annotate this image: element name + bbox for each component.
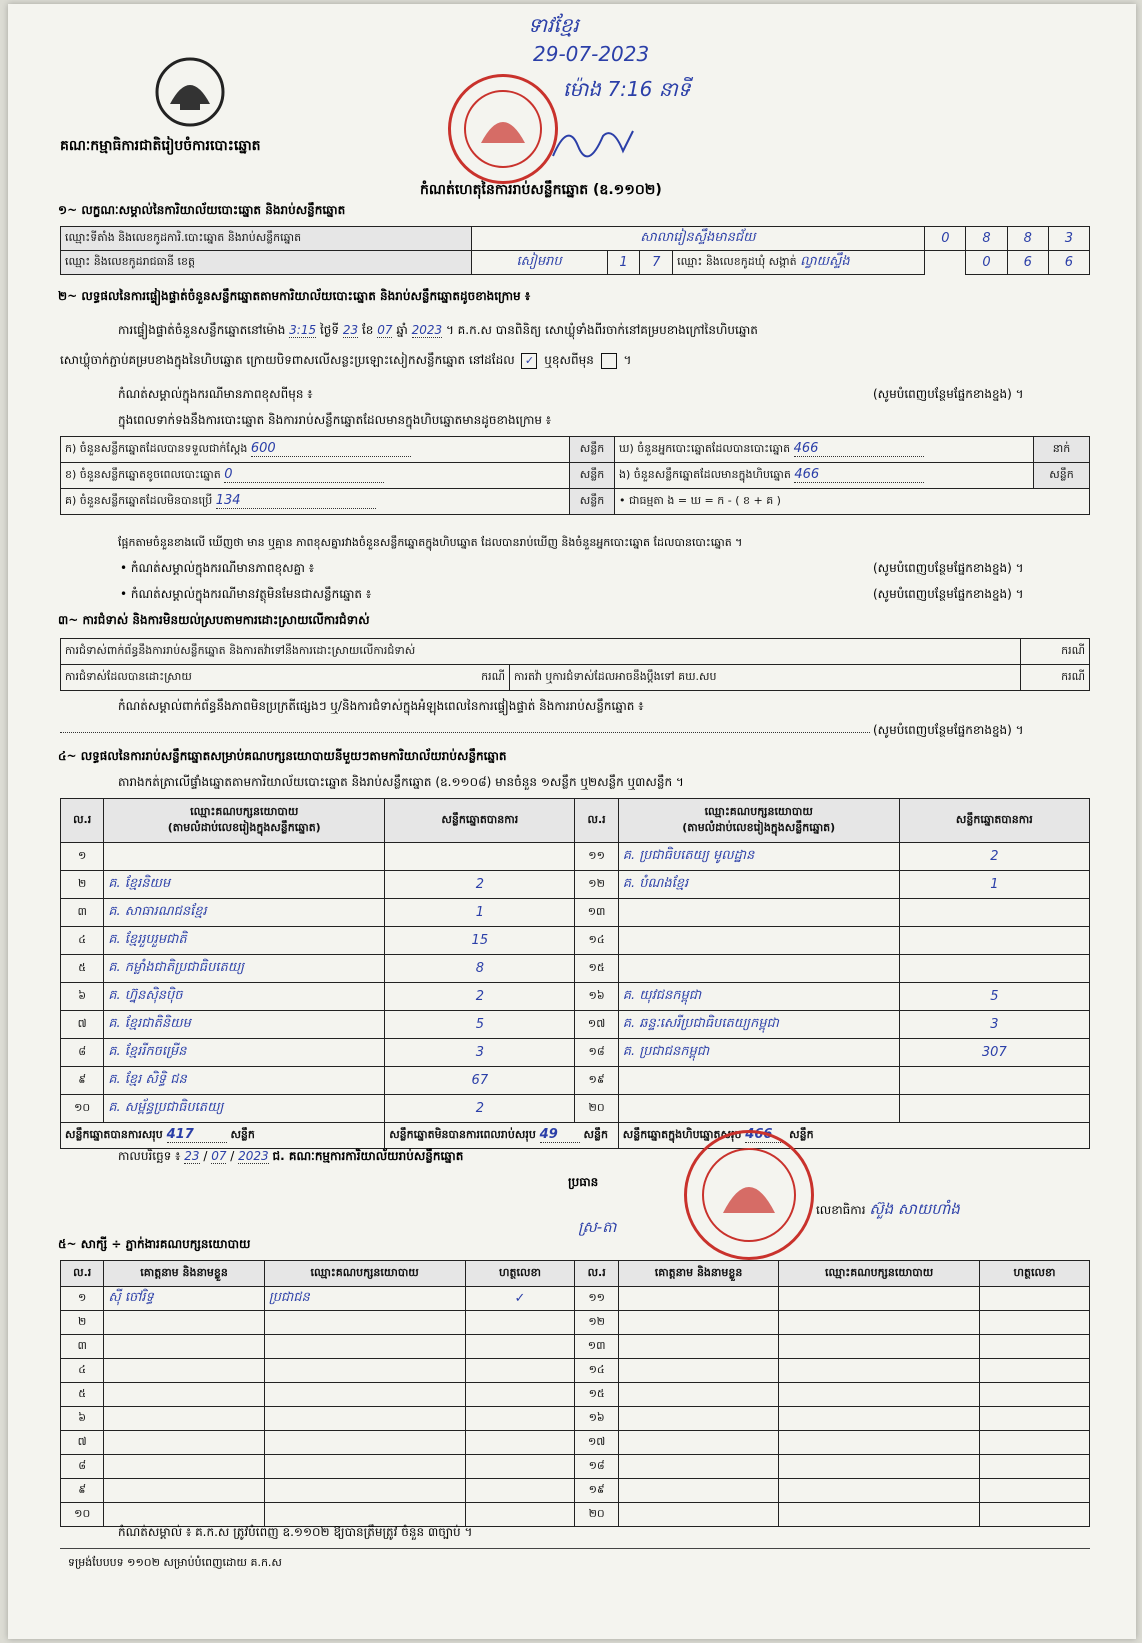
witness-signature <box>979 1455 1089 1479</box>
witness-party <box>264 1383 465 1407</box>
witness-signature <box>465 1359 575 1383</box>
row-c-label: គ) ចំនួនសន្លឹកឆ្នោតដែលមិនបានប្រើ <box>65 494 213 507</box>
witness-party <box>264 1455 465 1479</box>
p1-c: ខែ <box>361 323 374 337</box>
table-row <box>61 1311 1090 1335</box>
witness-party <box>264 1431 465 1455</box>
party-votes <box>899 955 1089 983</box>
p2: សោឃ្លុំចាក់ភ្ជាប់គម្របខាងក្នុងនៃហិបឆ្នោត ក្រោយបិទពាសលើសន្លះប្រឡោះសៀកសន្លឹកឆ្នោត នៅដដែល <box>60 353 515 367</box>
check-day: 23 <box>342 323 359 337</box>
witness-no: ១៩ <box>575 1479 618 1503</box>
row-no: ១៧ <box>575 1011 618 1039</box>
row-b-label: ខ) ចំនួនសន្លឹកឆ្នោតខូចពេលបោះឆ្នោត <box>65 468 221 481</box>
chair-signature: ស្រ-តា <box>578 1218 617 1236</box>
total-invalid-label: សន្លឹកឆ្នោតមិនបានការពេលរាប់សរុប <box>389 1128 536 1141</box>
w-col-party-right: ឈ្មោះគណបក្សនយោបាយ <box>779 1261 980 1287</box>
witness-no: ៧ <box>61 1431 104 1455</box>
party-name: គ. បំណងខ្មែរ <box>618 871 899 899</box>
witness-name <box>618 1311 778 1335</box>
witness-name: ស៊ី ចៅរិទ្ធ <box>104 1287 264 1311</box>
total-box-label: សន្លឹកឆ្នោតក្នុងហិបឆ្នោតសរុប <box>622 1128 742 1141</box>
w-col-no-left: ល.រ <box>61 1261 104 1287</box>
w-col-party-left: ឈ្មោះគណបក្សនយោបាយ <box>264 1261 465 1287</box>
party-votes: 3 <box>385 1039 575 1067</box>
witness-party <box>779 1311 980 1335</box>
witness-no: ២ <box>61 1311 104 1335</box>
row-a-value: 600 <box>251 441 411 457</box>
official-seal-bottom <box>684 1130 814 1260</box>
witness-signature <box>979 1359 1089 1383</box>
row-no: ៣ <box>61 899 104 927</box>
witness-no: ៣ <box>61 1335 104 1359</box>
station-code-3: 8 <box>1007 227 1048 251</box>
section2-para1 <box>118 322 1098 340</box>
table-row <box>61 871 1090 899</box>
signature-top <box>548 116 638 170</box>
witness-party: ប្រជាជន <box>264 1287 465 1311</box>
p1-a: ការផ្ទៀងផ្ទាត់ចំនួនសន្លឹកឆ្នោតនៅម៉ោង <box>118 323 286 337</box>
w-col-name-right: គោត្តនាម និងនាមខ្លួន <box>618 1261 778 1287</box>
table-row <box>61 1455 1090 1479</box>
witness-party <box>779 1455 980 1479</box>
section2-para3: ក្នុងពេលទាក់ទងនឹងការបោះឆ្នោត និងការរាប់សន្លឹកឆ្នោតដែលមានក្នុងហិបឆ្នោតមានដូចខាងក្រោម ៖ <box>118 413 552 427</box>
party-votes <box>899 927 1089 955</box>
party-votes: 2 <box>385 983 575 1011</box>
table-row <box>61 1359 1090 1383</box>
objection-row2a: ការជំទាស់ដែលបានដោះស្រាយ <box>65 669 192 683</box>
bullet2-fill: (សូមបំពេញបន្ថែមផ្នែកខាងខ្នង) ។ <box>873 587 1024 601</box>
witness-signature <box>979 1311 1089 1335</box>
table-row <box>61 927 1090 955</box>
section5-title: ៥~ សាក្សី ÷ ភ្នាក់ងារគណបក្សនយោបាយ <box>58 1237 251 1251</box>
witness-party <box>264 1503 465 1527</box>
section1-title: ១~ លក្ខណៈសម្គាល់នៃការិយាល័យបោះឆ្នោត និងរាប់សន្លឹកឆ្នោត <box>58 203 346 217</box>
witness-name <box>618 1407 778 1431</box>
witness-signature <box>465 1335 575 1359</box>
witness-no: ១ <box>61 1287 104 1311</box>
party-votes: 2 <box>385 1095 575 1123</box>
commune-code-2: 6 <box>1007 251 1048 275</box>
footer-note: កំណត់សម្គាល់ ៖ គ.ក.ស ត្រូវបំពេញ ឧ.១១០២ ឱ្យបានត្រឹមត្រូវ ចំនួន ៣ច្បាប់ ។ <box>118 1525 473 1539</box>
witness-no: ១២ <box>575 1311 618 1335</box>
party-name: គ. ឆន្ទៈសេរីប្រជាធិបតេយ្យកម្ពុជា <box>618 1011 899 1039</box>
table-row <box>61 1407 1090 1431</box>
row-no: ១៩ <box>575 1067 618 1095</box>
row-no: ១៨ <box>575 1039 618 1067</box>
date-year: 2023 <box>238 1149 269 1163</box>
row-no: ១៣ <box>575 899 618 927</box>
table-row <box>61 983 1090 1011</box>
table-row <box>61 1335 1090 1359</box>
table-row <box>61 843 1090 871</box>
total-box: 466 <box>745 1127 785 1143</box>
party-results-table: ល.រ ឈ្មោះគណបក្សនយោបាយ (តាមលំដាប់លេខរៀងក្នុងសន្លឹកឆ្នោត) សន្លឹកឆ្នោតបានការ ល.រ ឈ្មោះគណបក្សនយោបាយ (តាមលំដាប់លេខរៀងក្នុងសន្លឹកឆ្នោត) សន្លឹកឆ្នោតបានការ ១ ១១ គ. ប្រជាធិបតេយ្យ មូលដ្ឋាន 2 ២ គ. ខ្មែរនិយម 2 ១២ គ. បំណងខ្មែរ 1 ៣ គ. សាធារណជនខ្មែរ 1 ១៣ ៤ គ. ខ្មែររួបរួមជាតិ 15 ១៤ ៥ គ. កម្លាំងជាតិប្រជាធិបតេយ្យ 8 ១៥ ៦ គ. ហ្វ៊ុនស៊ិនប៉ិច 2 ១៦ គ. យុវជនកម្ពុជា 5 ៧ គ. ខ្មែរជាតិនិយម 5 ១៧ គ. ឆន្ទៈសេរីប្រជាធិបតេយ្យកម្ពុជា 3 ៨ គ. ខ្មែររីកចម្រើន 3 ១៨ គ. ប្រជាជនកម្ពុជា 307 ៩ គ. ខ្មែរ សិទ្ធិ ជន 67 ១៩ ១០ គ. សម្ព័ន្ធប្រជាធិបតេយ្យ 2 ២០ សន្លឹកឆ្នោតបានការសរុប 417 សន្លឹក សន្លឹកឆ្នោតមិនបានការពេលរាប់សរុប 49 សន្លឹក សន្លឹកឆ្នោតក្នុងហិបឆ្នោតសរុប 466 សន្លឹក <box>60 798 1090 1149</box>
commune-code-3: 6 <box>1048 251 1089 275</box>
section3-fill: (សូមបំពេញបន្ថែមផ្នែកខាងខ្នង) ។ <box>873 723 1024 737</box>
row-e-label: ង) ចំនួនសន្លឹកឆ្នោតដែលមានក្នុងហិបឆ្នោត <box>619 468 791 481</box>
witness-signature <box>465 1311 575 1335</box>
col-no-right: ល.រ <box>575 799 618 843</box>
w-col-name-left: គោត្តនាម និងនាមខ្លួន <box>104 1261 264 1287</box>
witness-signature <box>465 1479 575 1503</box>
p1-e: ។ គ.ក.ស បានពិនិត្យ សោឃ្លុំទាំងពីរចាក់នៅគម្របខាងក្រៅនៃហិបឆ្នោត <box>445 323 758 337</box>
table-row <box>61 1011 1090 1039</box>
section4-intro: តារាងកត់ត្រាលើផ្ទាំងឆ្នោតតាមការិយាល័យបោះឆ្នោត និងរាប់សន្លឹកឆ្នោត (ឧ.១១០៨) មានចំនួន ១សន្លឹក ឬ២សន្លឹក ឬ៣សន្លឹក ។ <box>118 775 684 789</box>
row-no: ៥ <box>61 955 104 983</box>
witness-signature <box>465 1503 575 1527</box>
row-c-value: 134 <box>216 493 376 509</box>
party-votes: 8 <box>385 955 575 983</box>
table-row <box>61 899 1090 927</box>
total-valid: 417 <box>167 1127 227 1143</box>
table-row <box>61 1479 1090 1503</box>
witness-no: ១៥ <box>575 1383 618 1407</box>
row-no: ៩ <box>61 1067 104 1095</box>
party-name <box>618 1067 899 1095</box>
table-row <box>61 1431 1090 1455</box>
bullet1-fill: (សូមបំពេញបន្ថែមផ្នែកខាងខ្នង) ។ <box>873 561 1024 575</box>
witness-signature: ✓ <box>465 1287 575 1311</box>
witness-name <box>104 1479 264 1503</box>
nec-logo <box>154 56 226 128</box>
ballot-count-table <box>60 436 1090 515</box>
section2-title: ២~ លទ្ធផលនៃការផ្ទៀងផ្ទាត់ចំនួនសន្លឹកឆ្នោតតាមការិយាល័យបោះឆ្នោត និងរាប់សន្លឹកឆ្នោតដូចខាងក្រោម ៖ <box>58 289 531 303</box>
witness-party <box>779 1431 980 1455</box>
party-votes: 2 <box>899 843 1089 871</box>
witness-no: ៤ <box>61 1359 104 1383</box>
witness-party <box>779 1359 980 1383</box>
party-votes <box>899 1067 1089 1095</box>
secretary-line <box>816 1200 960 1222</box>
party-votes: 1 <box>385 899 575 927</box>
result-date-line: កាលបរិច្ឆេទ ៖ 23 / 07 / 2023 ជ. គណៈកម្មការការិយាល័យរាប់សន្លឹកឆ្នោត <box>118 1149 464 1163</box>
chair-label: ប្រធាន <box>568 1175 599 1189</box>
row-d-label: ឃ) ចំនួនអ្នកបោះឆ្នោតដែលបានបោះឆ្នោត <box>619 442 791 455</box>
witness-no: ៨ <box>61 1455 104 1479</box>
objection-row1-case: ករណី <box>1021 639 1090 665</box>
section4-title: ៤~ លទ្ធផលនៃការរាប់សន្លឹកឆ្នោតសម្រាប់គណបក្សនយោបាយនីមួយៗតាមការិយាល័យរាប់សន្លឹកឆ្នោត <box>58 749 507 763</box>
witness-name <box>104 1431 264 1455</box>
party-name: គ. សម្ព័ន្ធប្រជាធិបតេយ្យ <box>104 1095 385 1123</box>
witness-name <box>104 1383 264 1407</box>
witness-party <box>264 1311 465 1335</box>
col-party-right: ឈ្មោះគណបក្សនយោបាយ (តាមលំដាប់លេខរៀងក្នុងសន្លឹកឆ្នោត) <box>618 799 899 843</box>
witness-no: ១០ <box>61 1503 104 1527</box>
col-votes-left: សន្លឹកឆ្នោតបានការ <box>385 799 575 843</box>
party-name: គ. កម្លាំងជាតិប្រជាធិបតេយ្យ <box>104 955 385 983</box>
party-name: គ. យុវជនកម្ពុជា <box>618 983 899 1011</box>
row-no: ១ <box>61 843 104 871</box>
witness-name <box>618 1383 778 1407</box>
objection-table <box>60 638 1090 691</box>
different-checkbox[interactable] <box>601 353 617 369</box>
witness-party <box>264 1335 465 1359</box>
witness-party <box>779 1407 980 1431</box>
section2-para4: ផ្អែកតាមចំនួនខាងលើ ឃើញថា មាន ឬគ្មាន ភាពខុសគ្នារវាងចំនួនសន្លឹកឆ្នោតក្នុងហិបឆ្នោត ដែលបានរាប់ឃើញ និងចំនួនអ្នកបោះឆ្នោត ដែលបានបោះឆ្នោត ។ <box>118 536 743 549</box>
check-month: 07 <box>377 323 393 337</box>
p2-or: ឬខុសពីមុន <box>544 353 594 367</box>
row-no: ១៦ <box>575 983 618 1011</box>
party-name: គ. ខ្មែរជាតិនិយម <box>104 1011 385 1039</box>
row-no: ១១ <box>575 843 618 871</box>
witness-party <box>779 1335 980 1359</box>
section3-note: កំណត់សម្គាល់ពាក់ព័ន្ធនឹងភាពមិនប្រក្រតីផ្សេងៗ ឬ/និងការជំទាស់ក្នុងអំឡុងពេលនៃការផ្ទៀងផ្ទាត់ និងការរាប់សន្លឹកឆ្នោត ៖ <box>118 699 644 713</box>
party-name <box>618 955 899 983</box>
witness-party <box>264 1479 465 1503</box>
party-votes: 2 <box>385 871 575 899</box>
witness-no: ១៨ <box>575 1455 618 1479</box>
table-row <box>61 1287 1090 1311</box>
party-votes <box>899 899 1089 927</box>
col-no-left: ល.រ <box>61 799 104 843</box>
witness-no: ១៦ <box>575 1407 618 1431</box>
row-a-unit: សន្លឹក <box>570 437 615 463</box>
party-name: គ. ខ្មែរនិយម <box>104 871 385 899</box>
witness-no: ៦ <box>61 1407 104 1431</box>
col-votes-right: សន្លឹកឆ្នោតបានការ <box>899 799 1089 843</box>
witness-signature <box>979 1503 1089 1527</box>
org-name: គណៈកម្មាធិការជាតិរៀបចំការបោះឆ្នោត <box>60 138 261 154</box>
secretary-name: ស៊ួង សាយហាំង <box>869 1200 960 1218</box>
witness-name <box>104 1311 264 1335</box>
table-row <box>61 1095 1090 1123</box>
party-name: គ. ប្រជាធិបតេយ្យ មូលដ្ឋាន <box>618 843 899 871</box>
row-no: ៨ <box>61 1039 104 1067</box>
handwritten-time: ម៉ោង 7:16 នាទី <box>563 77 691 101</box>
total-valid-label: សន្លឹកឆ្នោតបានការសរុប <box>65 1128 163 1141</box>
party-votes: 307 <box>899 1039 1089 1067</box>
witness-signature <box>979 1287 1089 1311</box>
witness-party <box>779 1503 980 1527</box>
secretary-label: លេខាធិការ <box>816 1203 866 1217</box>
official-seal-top <box>448 74 558 184</box>
witness-signature <box>465 1407 575 1431</box>
w-col-sign-left: ហត្ថលេខា <box>465 1261 575 1287</box>
row-no: ១២ <box>575 871 618 899</box>
party-votes: 1 <box>899 871 1089 899</box>
row-no: ៤ <box>61 927 104 955</box>
witness-signature <box>465 1383 575 1407</box>
same-checkbox[interactable]: ✓ <box>521 353 537 369</box>
witness-name <box>618 1455 778 1479</box>
party-votes <box>385 843 575 871</box>
footer-rule <box>60 1548 1090 1549</box>
witness-name <box>618 1503 778 1527</box>
witness-no: ២០ <box>575 1503 618 1527</box>
party-name: គ. សាធារណជនខ្មែរ <box>104 899 385 927</box>
section2-para2: សោឃ្លុំចាក់ភ្ជាប់គម្របខាងក្នុងនៃហិបឆ្នោត ក្រោយបិទពាសលើសន្លះប្រឡោះសៀកសន្លឹកឆ្នោត នៅដដែល ✓ ឬខុសពីមុន ។ <box>60 353 632 367</box>
row-no: ២០ <box>575 1095 618 1123</box>
w-col-no-right: ល.រ <box>575 1261 618 1287</box>
party-name: គ. ប្រជាជនកម្ពុជា <box>618 1039 899 1067</box>
check-time: 3:15 <box>289 323 317 337</box>
row-no: ១៥ <box>575 955 618 983</box>
party-name <box>104 843 385 871</box>
commune-label: ឈ្មោះ និងលេខកូដឃុំ សង្កាត់ <box>677 255 797 268</box>
party-name <box>618 1095 899 1123</box>
party-name <box>618 899 899 927</box>
party-name: គ. ហ្វ៊ុនស៊ិនប៉ិច <box>104 983 385 1011</box>
row-no: ១៤ <box>575 927 618 955</box>
witness-no: ៥ <box>61 1383 104 1407</box>
commune-name: ល្វាយស្ទឹង <box>800 254 850 269</box>
witness-party <box>264 1359 465 1383</box>
note1: កំណត់សម្គាល់ក្នុងករណីមានភាពខុសពីមុន ៖ <box>118 387 313 401</box>
province-label: ឈ្មោះ និងលេខកូដរាជធានី ខេត្ត <box>61 251 472 275</box>
witness-no: ៩ <box>61 1479 104 1503</box>
witness-party <box>779 1287 980 1311</box>
row-b-value: 0 <box>224 467 384 483</box>
form-footer: ទម្រង់បែបបទ ១១០២ សម្រាប់បំពេញដោយ គ.ក.ស <box>68 1556 282 1569</box>
date-day: 23 <box>184 1149 200 1163</box>
witness-table <box>60 1260 1090 1527</box>
form-sheet <box>8 4 1136 1639</box>
row-no: ៧ <box>61 1011 104 1039</box>
bullet1: • កំណត់សម្គាល់ក្នុងករណីមានភាពខុសគ្នា ៖ <box>120 561 315 575</box>
witness-name <box>104 1359 264 1383</box>
row-d-value: 466 <box>794 441 924 457</box>
handwritten-date: 29-07-2023 <box>533 42 650 66</box>
formula: • ជាធម្មតា ង = ឃ = ក - ( ខ + គ ) <box>615 489 1090 515</box>
p1-b: ថ្ងៃទី <box>319 323 339 337</box>
table-row <box>61 1067 1090 1095</box>
col-party-left: ឈ្មោះគណបក្សនយោបាយ (តាមលំដាប់លេខរៀងក្នុងសន្លឹកឆ្នោត) <box>104 799 385 843</box>
commune-label-cell <box>673 251 925 275</box>
province-code-1: 1 <box>607 251 640 275</box>
witness-signature <box>979 1431 1089 1455</box>
commune-code-1: 0 <box>966 251 1007 275</box>
party-votes: 67 <box>385 1067 575 1095</box>
table-row <box>61 955 1090 983</box>
section3-title: ៣~ ការជំទាស់ និងការមិនយល់ស្របតាមការដោះស្រាយលើការជំទាស់ <box>58 613 370 627</box>
station-name: សាលារៀនស្ទឹងមានជ័យ <box>471 227 925 251</box>
total-invalid: 49 <box>540 1127 580 1143</box>
committee-label: ជ. គណៈកម្មការការិយាល័យរាប់សន្លឹកឆ្នោត <box>272 1149 464 1163</box>
witness-no: ១៤ <box>575 1359 618 1383</box>
party-name: គ. ខ្មែររួបរួមជាតិ <box>104 927 385 955</box>
witness-no: ១៧ <box>575 1431 618 1455</box>
handwritten-note-1: ទាវខ្មែរ <box>528 13 579 37</box>
witness-party <box>779 1383 980 1407</box>
section1-table <box>60 226 1090 275</box>
doc-title: កំណត់ហេតុនៃការរាប់សន្លឹកឆ្នោត (ឧ.១១០២) <box>420 182 662 198</box>
objection-row2b: ការតវ៉ា ឬការជំទាស់ដែលអាចនឹងប្តឹងទៅ គឃ.សប <box>510 665 1021 691</box>
station-code-1: 0 <box>925 227 966 251</box>
party-votes: 5 <box>385 1011 575 1039</box>
witness-name <box>618 1479 778 1503</box>
table-row <box>61 1503 1090 1527</box>
party-votes <box>899 1095 1089 1123</box>
row-no: ៦ <box>61 983 104 1011</box>
witness-name <box>104 1503 264 1527</box>
objection-row1: ការជំទាស់ពាក់ព័ន្ធនឹងការរាប់សន្លឹកឆ្នោត និងការតវ៉ាទៅនឹងការដោះស្រាយលើការជំទាស់ <box>61 639 1021 665</box>
witness-name <box>104 1407 264 1431</box>
table-row <box>61 1039 1090 1067</box>
row-e-unit: សន្លឹក <box>1034 463 1090 489</box>
province-name: សៀមរាប <box>471 251 607 275</box>
witness-party <box>264 1407 465 1431</box>
witness-no: ១៣ <box>575 1335 618 1359</box>
row-b-unit: សន្លឹក <box>570 463 615 489</box>
section3-blank-line <box>60 732 870 733</box>
witness-signature <box>465 1431 575 1455</box>
province-code-2: 7 <box>640 251 673 275</box>
table-row <box>61 1383 1090 1407</box>
station-label: ឈ្មោះទីតាំង និងលេខកូដការិ.បោះឆ្នោត និងរាប់សន្លឹកឆ្នោត <box>61 227 472 251</box>
row-no: ១០ <box>61 1095 104 1123</box>
date-label: កាលបរិច្ឆេទ ៖ <box>118 1149 181 1163</box>
witness-name <box>618 1431 778 1455</box>
party-name: គ. ខ្មែរ សិទ្ធិ ជន <box>104 1067 385 1095</box>
witness-signature <box>465 1455 575 1479</box>
bullet2: • កំណត់សម្គាល់ក្នុងករណីមានវត្ថុមិនមែនជាសន្លឹកឆ្នោត ៖ <box>120 587 372 601</box>
row-e-value: 466 <box>794 467 924 483</box>
w-col-sign-right: ហត្ថលេខា <box>979 1261 1089 1287</box>
objection-row2a-case: ករណី <box>481 669 505 683</box>
row-no: ២ <box>61 871 104 899</box>
party-votes: 3 <box>899 1011 1089 1039</box>
witness-name <box>618 1287 778 1311</box>
witness-no: ១១ <box>575 1287 618 1311</box>
witness-signature <box>979 1383 1089 1407</box>
party-votes: 15 <box>385 927 575 955</box>
witness-party <box>779 1479 980 1503</box>
row-c-unit: សន្លឹក <box>570 489 615 515</box>
station-code-4: 3 <box>1048 227 1089 251</box>
witness-signature <box>979 1335 1089 1359</box>
objection-row2b-case: ករណី <box>1021 665 1090 691</box>
witness-name <box>104 1335 264 1359</box>
row-d-unit: នាក់ <box>1034 437 1090 463</box>
note1-fill: (សូមបំពេញបន្ថែមផ្នែកខាងខ្នង) ។ <box>873 387 1024 401</box>
witness-signature <box>979 1407 1089 1431</box>
party-name <box>618 927 899 955</box>
party-name: គ. ខ្មែររីកចម្រើន <box>104 1039 385 1067</box>
station-code-2: 8 <box>966 227 1007 251</box>
party-votes: 5 <box>899 983 1089 1011</box>
check-year: 2023 <box>411 323 443 337</box>
witness-name <box>618 1335 778 1359</box>
witness-signature <box>979 1479 1089 1503</box>
witness-name <box>618 1359 778 1383</box>
witness-name <box>104 1455 264 1479</box>
p1-d: ឆ្នាំ <box>396 323 408 337</box>
row-a-label: ក) ចំនួនសន្លឹកឆ្នោតដែលបានទទួលជាក់ស្តែង <box>65 442 248 455</box>
date-month: 07 <box>211 1149 227 1163</box>
